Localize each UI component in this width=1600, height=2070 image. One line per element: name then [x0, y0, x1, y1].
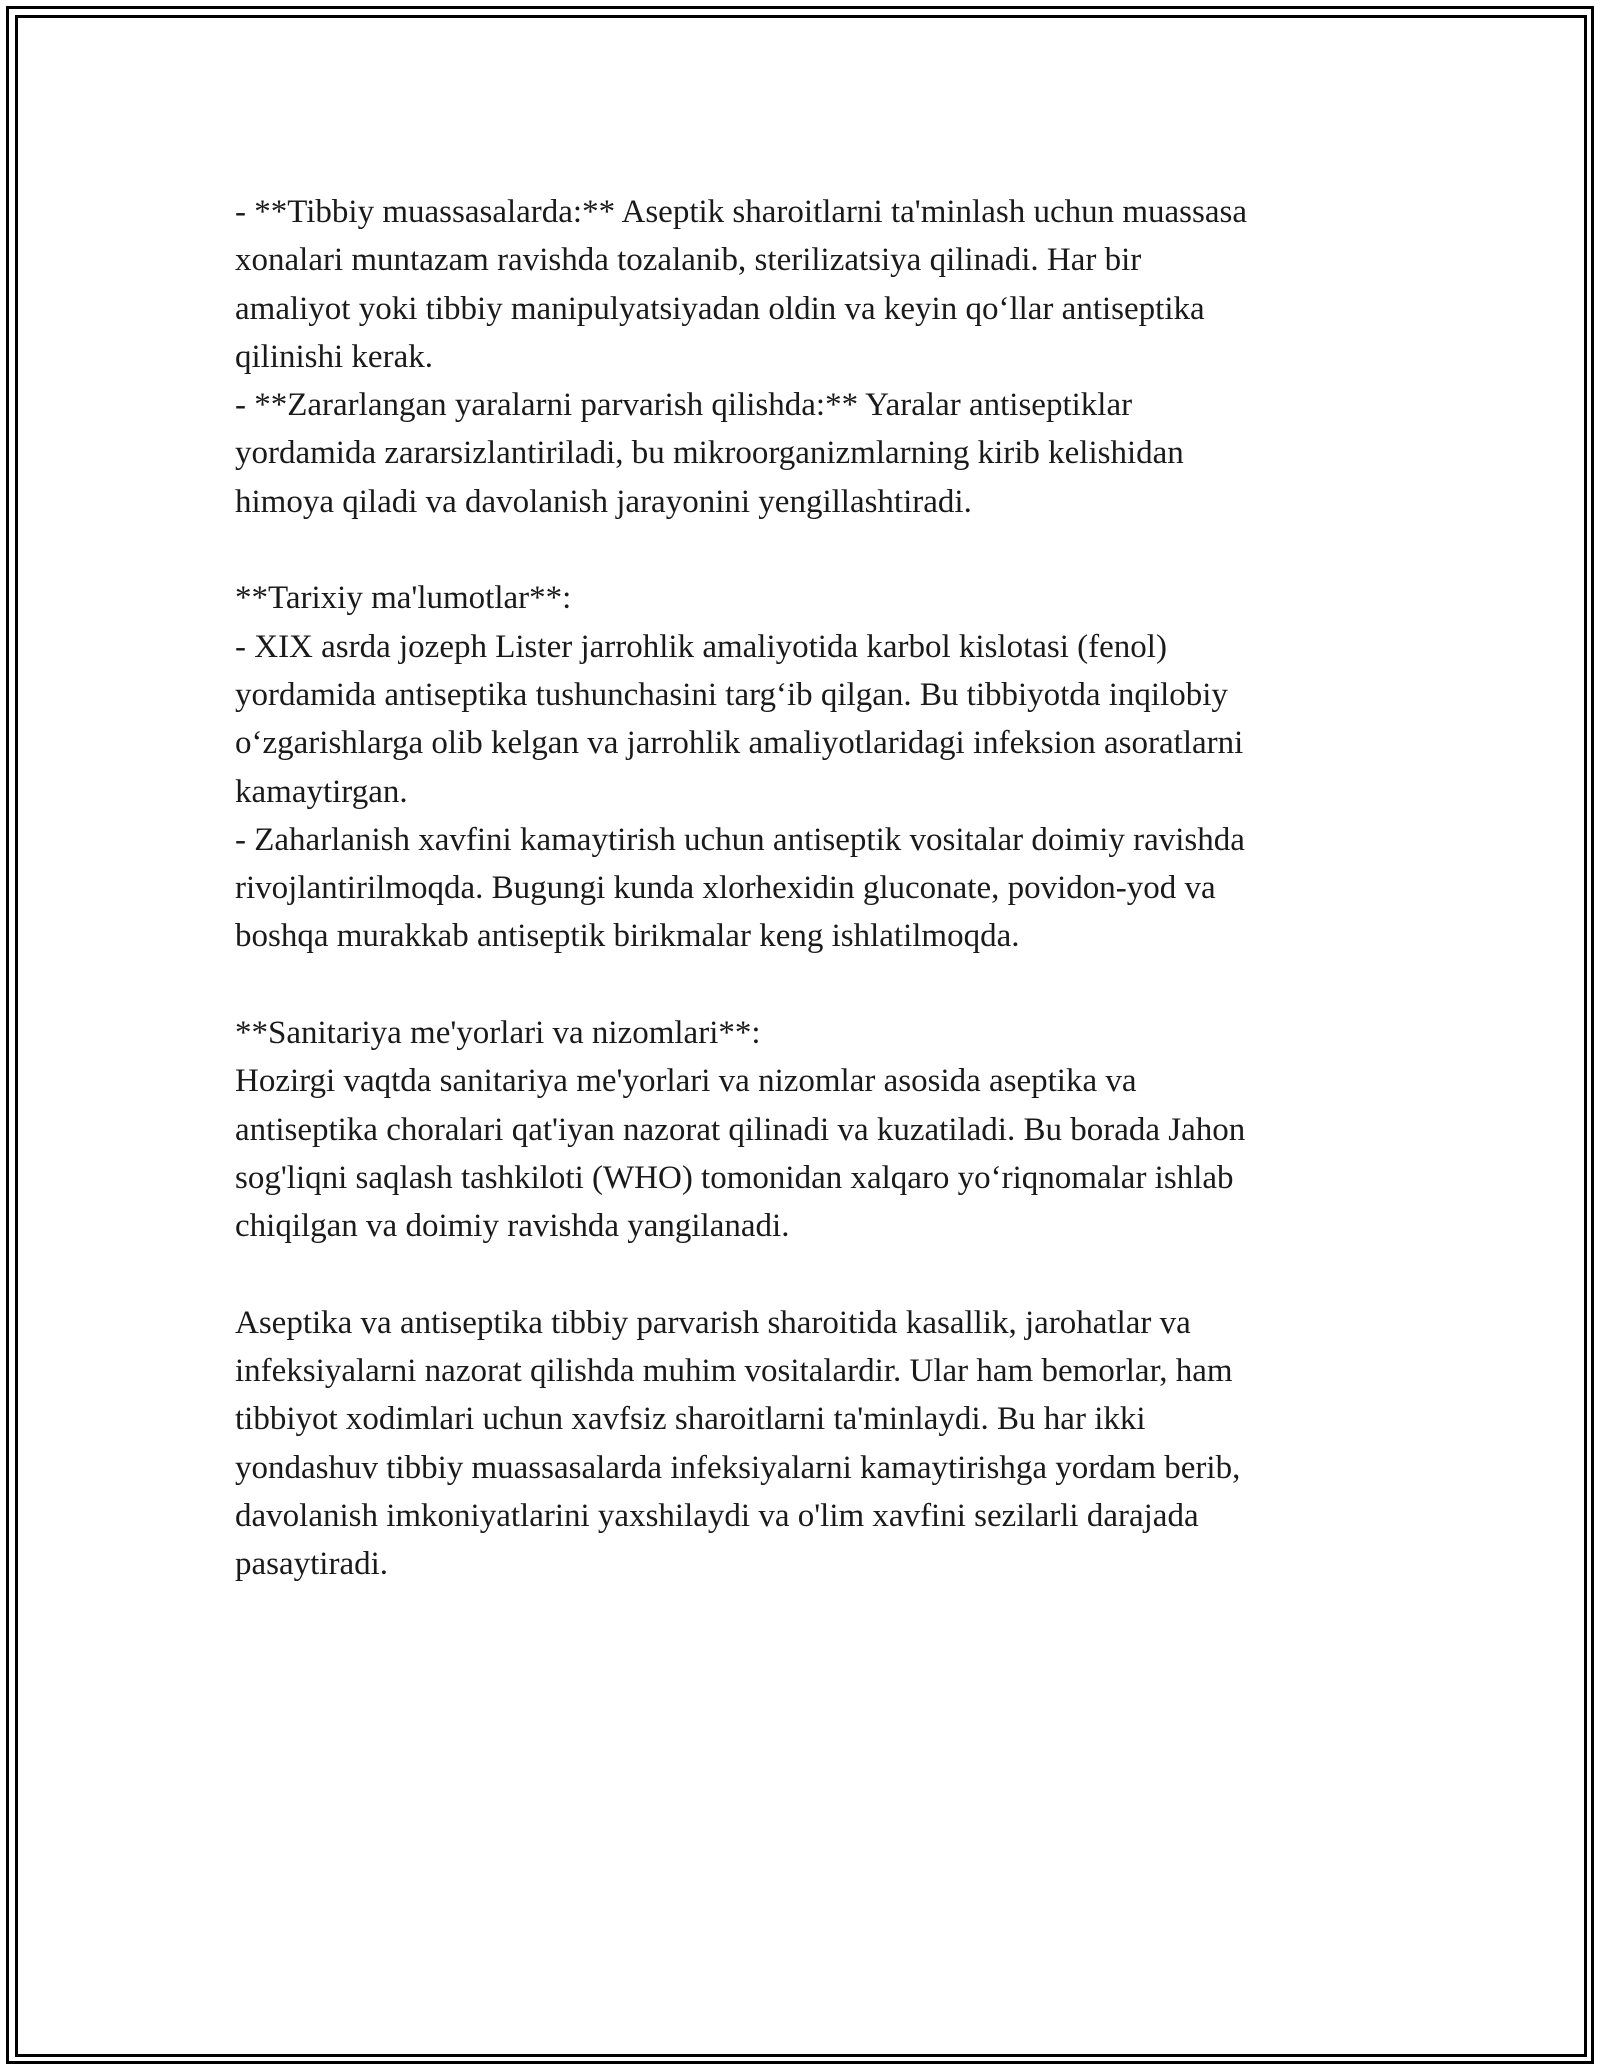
section-conclusion [235, 1299, 1385, 1589]
text-line: himoya qiladi va davolanish jarayonini yengillashtiradi. [235, 483, 972, 520]
section-tarixiy-malumotlar [235, 574, 1385, 960]
text-line: antiseptika choralari qat'iyan nazorat qilinadi va kuzatiladi. Bu borada Jahon [235, 1111, 1246, 1148]
section-heading: **Tarixiy ma'lumotlar**: [235, 580, 572, 617]
section-tibbiy-muassasalar [235, 188, 1385, 526]
text-line: amaliyot yoki tibbiy manipulyatsiyadan oldin va keyin qo‘llar antiseptika [235, 290, 1205, 327]
text-line: qilinishi kerak. [235, 338, 433, 375]
text-line: yordamida antiseptika tushunchasini targ‘ib qilgan. Bu tibbiyotda inqilobiy [235, 676, 1228, 713]
text-line: pasaytiradi. [235, 1546, 389, 1583]
text-line: tibbiyot xodimlari uchun xavfsiz sharoitlarni ta'minlaydi. Bu har ikki [235, 1401, 1146, 1438]
paragraph-gap [235, 1251, 1385, 1299]
text-line: - **Zararlangan yaralarni parvarish qilishda:** Yaralar antiseptiklar [235, 387, 1133, 424]
text-line: Aseptika va antiseptika tibbiy parvarish sharoitida kasallik, jarohatlar va [235, 1304, 1191, 1341]
text-line: - Zaharlanish xavfini kamaytirish uchun antiseptik vositalar doimiy ravishda [235, 821, 1245, 858]
section-heading: **Sanitariya me'yorlari va nizomlari**: [235, 1015, 761, 1052]
text-line: boshqa murakkab antiseptik birikmalar keng ishlatilmoqda. [235, 918, 1020, 955]
text-line: Hozirgi vaqtda sanitariya me'yorlari va nizomlar asosida aseptika va [235, 1063, 1137, 1100]
text-line: davolanish imkoniyatlarini yaxshilaydi va o'lim xavfini sezilarli darajada [235, 1498, 1199, 1535]
text-line: yondashuv tibbiy muassasalarda infeksiyalarni kamaytirishga yordam berib, [235, 1449, 1241, 1486]
text-line: xonalari muntazam ravishda tozalanib, sterilizatsiya qilinadi. Har bir [235, 242, 1142, 279]
text-line: rivojlantirilmoqda. Bugungi kunda xlorhexidin gluconate, povidon-yod va [235, 870, 1216, 907]
text-line: o‘zgarishlarga olib kelgan va jarrohlik amaliyotlaridagi infeksion asoratlarni [235, 725, 1244, 762]
text-line: kamaytirgan. [235, 773, 408, 810]
text-line: sog'liqni saqlash tashkiloti (WHO) tomonidan xalqaro yo‘riqnomalar ishlab [235, 1159, 1234, 1196]
text-line: - XIX asrda jozeph Lister jarrohlik amaliyotida karbol kislotasi (fenol) [235, 628, 1167, 665]
text-line: yordamida zararsizlantiriladi, bu mikroorganizmlarning kirib kelishidan [235, 435, 1184, 472]
text-line: - **Tibbiy muassasalarda:** Aseptik sharoitlarni ta'minlash uchun muassasa [235, 194, 1247, 230]
section-sanitariya-meyorlari [235, 1009, 1385, 1250]
paragraph-gap [235, 526, 1385, 574]
text-line: chiqilgan va doimiy ravishda yangilanadi. [235, 1208, 790, 1245]
paragraph-gap [235, 961, 1385, 1009]
document-body [235, 188, 1385, 1589]
text-line: infeksiyalarni nazorat qilishda muhim vositalardir. Ular ham bemorlar, ham [235, 1353, 1233, 1390]
